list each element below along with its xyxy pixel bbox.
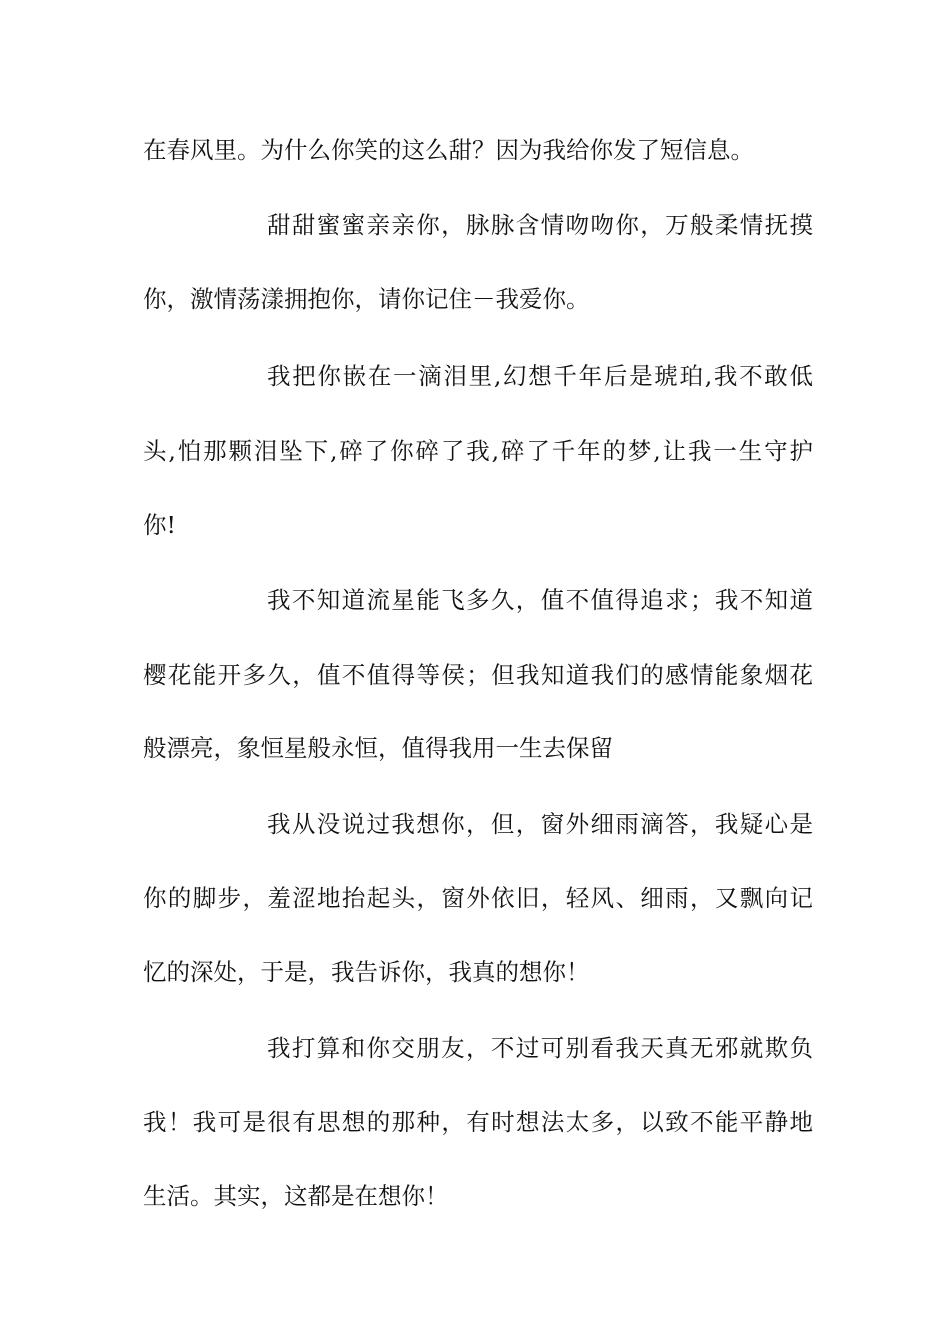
text-line: 生活。其实，这都是在想你！ [143,1182,449,1210]
text-line: 般漂亮，象恒星般永恒，值得我用一生去保留 [143,734,613,762]
paragraph-first-line: 我不知道流星能飞多久，值不值得追求；我不知道 [267,586,813,614]
text-line: 你的脚步，羞涩地抬起头，窗外依旧，轻风、细雨，又飘向记 [143,884,813,912]
text-line: 你! [143,511,176,539]
text-line: 你，激情荡漾拥抱你，请你记住－我爱你。 [143,285,590,313]
paragraph-first-line: 我打算和你交朋友，不过可别看我天真无邪就欺负 [267,1034,813,1062]
text-line: 忆的深处，于是，我告诉你，我真的想你！ [143,958,590,986]
text-line: 我！我可是很有思想的那种，有时想法太多，以致不能平静地 [143,1108,813,1136]
text-line: 樱花能开多久，值不值得等侯；但我知道我们的感情能象烟花 [143,661,813,689]
text-line: 头,怕那颗泪坠下,碎了你碎了我,碎了千年的梦,让我一生守护 [143,437,813,465]
paragraph-first-line: 甜甜蜜蜜亲亲你，脉脉含情吻吻你，万般柔情抚摸 [267,211,813,239]
text-line: 在春风里。为什么你笑的这么甜？因为我给你发了短信息。 [143,136,754,164]
paragraph-first-line: 我从没说过我想你，但，窗外细雨滴答，我疑心是 [267,810,813,838]
paragraph-first-line: 我把你嵌在一滴泪里,幻想千年后是琥珀,我不敢低 [267,362,813,390]
